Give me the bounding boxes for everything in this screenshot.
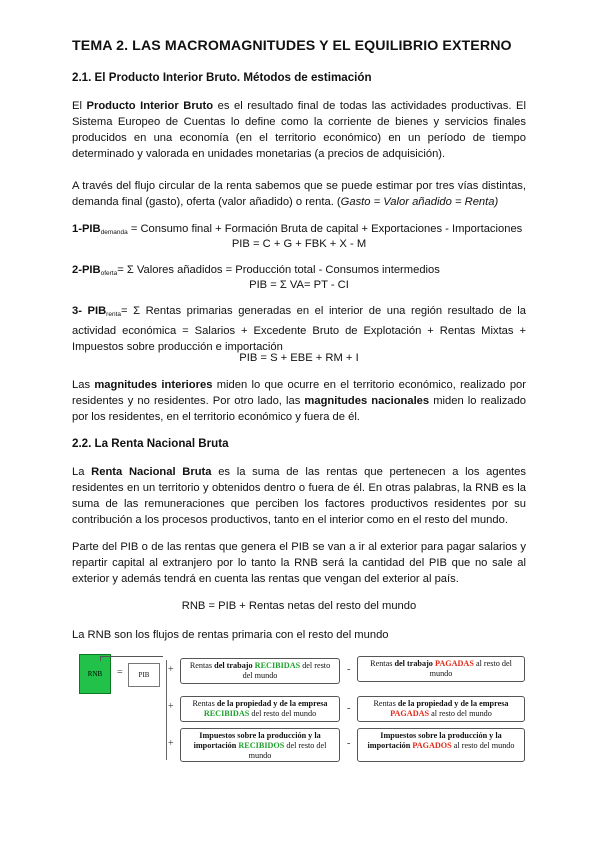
paragraph-magnitudes	[72, 377, 526, 425]
method-text: = Consumo final + Formación Bruta de capital + Exportaciones - Importaciones	[127, 223, 523, 235]
paid-label: PAGADOS	[410, 741, 452, 750]
bold-text: de la propiedad y de la empresa	[397, 699, 509, 708]
plus-sign: +	[168, 701, 174, 712]
bracket-line	[100, 656, 163, 661]
bold-term: magnitudes interiores	[94, 379, 213, 391]
pib-box: PIB	[128, 663, 160, 687]
bold-term: magnitudes nacionales	[304, 395, 430, 407]
method-label: 2-PIB	[72, 264, 101, 276]
bold-text: Impuestos sobre la producción y la importación	[193, 731, 321, 750]
minus-sign: -	[347, 664, 351, 675]
text: Las	[72, 379, 95, 391]
paragraph-rnb-flows: La RNB son los flujos de rentas primaria con el resto del mundo	[72, 629, 389, 641]
received-production-taxes	[180, 728, 340, 762]
method-subscript: demanda	[100, 229, 128, 236]
method-text: = Σ Rentas primarias generadas en el interior de una región resultado de la actividad económica = Salarios + Excedente Bruto de Explotación + Rentas Mixtas + Impuestos sobre producción e importación	[72, 305, 526, 353]
method-subscript: oferta	[100, 270, 118, 277]
text: al resto del mundo	[429, 709, 492, 718]
text: del resto del mundo	[249, 709, 317, 718]
equals-sign: =	[117, 667, 123, 678]
text: del resto del mundo	[248, 741, 327, 760]
bold-text: Impuestos sobre la producción y la importación	[367, 731, 502, 750]
paid-label: PAGADAS	[432, 659, 474, 668]
formula-income: PIB = S + EBE + RM + I	[239, 352, 359, 364]
paid-label: PAGADAS	[390, 709, 430, 718]
connector-line	[166, 660, 167, 760]
method-subscript: renta	[106, 311, 121, 318]
formula-supply: PIB = Σ VA= PT - CI	[249, 279, 349, 291]
text: A través del flujo circular de la renta sabemos que se puede estimar por tres vías distintas, demanda final (gasto), oferta (valor añadido) o renta. (	[72, 180, 526, 208]
method-label: 1-PIB	[72, 223, 101, 235]
text: al resto del mundo	[451, 741, 515, 750]
paragraph-circular-flow	[72, 178, 526, 210]
paid-production-taxes	[357, 728, 525, 762]
text: es el resultado final de todas las actividades productivas. El Sistema Europeo de Cuentas lo define como la corriente de bienes y servicios finales producidos en una economía (en el territorio económico) en un período de tiempo determinado y valorada en unidades monetarias (a precios de adquisición).	[72, 100, 526, 160]
plus-sign: +	[168, 738, 174, 749]
rnb-box: RNB	[79, 654, 111, 694]
method-text: = Σ Valores añadidos = Producción total - Consumos intermedios	[117, 264, 440, 276]
bold-text: del trabajo	[394, 659, 433, 668]
received-label: RECIBIDAS	[252, 661, 301, 670]
received-label: RECIBIDAS	[203, 709, 250, 718]
bold-term: Producto Interior Bruto	[86, 100, 214, 112]
method-label: 3- PIB	[72, 305, 107, 317]
text: Rentas	[373, 699, 398, 708]
paragraph-pib-definition	[72, 98, 526, 162]
section-heading-2-1: 2.1. El Producto Interior Bruto. Métodos de estimación	[72, 71, 372, 84]
text: Rentas	[189, 661, 215, 670]
section-heading-2-2: 2.2. La Renta Nacional Bruta	[72, 437, 229, 450]
text: Rentas	[192, 699, 217, 708]
text: miden lo que ocurre en el territorio económico, realizado por residentes y no residentes. Por otro lado, las	[72, 379, 526, 407]
formula-demand: PIB = C + G + FBK + X - M	[231, 238, 367, 250]
text: miden lo realizado por los residentes, en el territorio económico y fuera de él.	[72, 395, 527, 423]
paragraph-rnb-definition	[72, 464, 526, 528]
text: del resto del mundo	[242, 661, 331, 680]
minus-sign: -	[347, 703, 351, 714]
paid-property-income	[357, 696, 525, 722]
received-property-income	[180, 696, 340, 722]
received-label: RECIBIDOS	[236, 741, 285, 750]
text: Rentas	[370, 659, 395, 668]
minus-sign: -	[347, 738, 351, 749]
received-labour-income	[180, 658, 340, 684]
plus-sign: +	[168, 664, 174, 675]
text: es la suma de las rentas que pertenecen a los agentes residentes en un territorio y obtenidos dentro o fuera de él. En otras palabras, la RNB es la suma de las remuneraciones que perciben los factores productivos residentes por su contribución a los procesos productivos, tanto en el interior como en el resto del mundo.	[72, 466, 526, 526]
method-income	[72, 303, 526, 355]
bold-text: de la propiedad y de la empresa	[216, 699, 328, 708]
paragraph-rnb-explanation: Parte del PIB o de las rentas que genera el PIB se van a ir al exterior para pagar salarios y repartir capital al extranjero por lo tanto la RNB será la cantidad del PIB que no sale al exterior y además tendrá en cuenta las rentas que vengan del exterior al país.	[72, 541, 526, 585]
italic-text: Gasto = Valor añadido = Renta)	[340, 196, 499, 208]
formula-rnb: RNB = PIB + Rentas netas del resto del mundo	[181, 600, 417, 612]
document-title: TEMA 2. LAS MACROMAGNITUDES Y EL EQUILIBRIO EXTERNO	[72, 38, 512, 54]
text: La	[72, 466, 92, 478]
paid-labour-income	[357, 656, 525, 682]
text: El	[72, 100, 87, 112]
bold-text: del trabajo	[214, 661, 253, 670]
text: al resto del mundo	[429, 659, 512, 678]
bold-term: Renta Nacional Bruta	[91, 466, 212, 478]
